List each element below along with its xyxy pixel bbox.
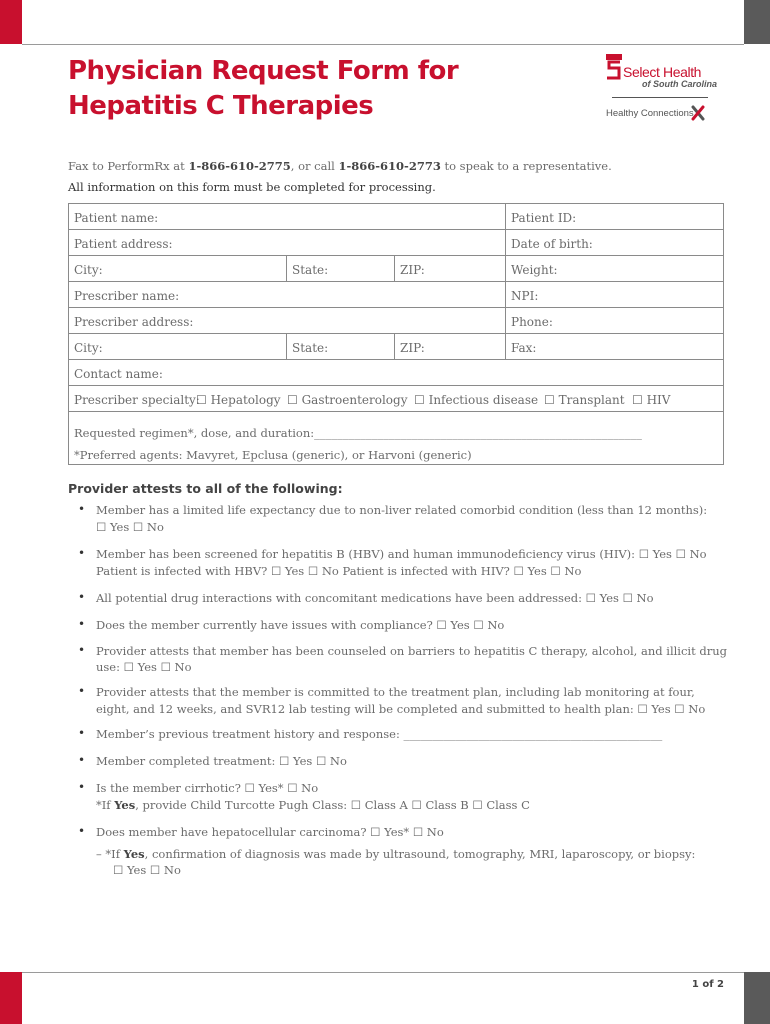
prescriber-zip-field[interactable]: ZIP: — [400, 341, 425, 355]
select-health-logo — [606, 52, 716, 124]
attest-item-life-expectancy: Member has a limited life expectancy due to non-liver related comorbid condition (less than 12 months): — [96, 503, 708, 517]
hcc-diagnosis-yes-no[interactable]: ☐ Yes ☐ No — [113, 863, 181, 877]
attest-item-hcc[interactable]: Does member have hepatocellular carcinoma? ☐ Yes* ☐ No — [96, 825, 444, 839]
logo-divider — [612, 97, 708, 98]
attest-item-cirrhotic[interactable]: Is the member cirrhotic? ☐ Yes* ☐ No — [96, 781, 319, 795]
prescriber-city-field[interactable]: City: — [74, 341, 103, 355]
bullet: • — [78, 502, 86, 516]
patient-city-field[interactable]: City: — [74, 263, 103, 277]
requested-regimen-field[interactable]: Requested regimen*, dose, and duration:_________________________________________________________ — [74, 426, 642, 440]
if-yes: Yes — [123, 847, 145, 861]
committed-yes-no[interactable]: eight, and 12 weeks, and SVR12 lab testing will be completed and submitted to health plan: ☐ Yes ☐ No — [96, 702, 706, 716]
form-row-divider — [69, 255, 723, 256]
preferred-agents-note: *Preferred agents: Mavyret, Epclusa (generic), or Harvoni (generic) — [74, 448, 472, 462]
prescriber-address-field[interactable]: Prescriber address: — [74, 315, 194, 329]
form-col-divider — [394, 255, 395, 281]
attest-item-compliance[interactable]: Does the member currently have issues with compliance? ☐ Yes ☐ No — [96, 618, 505, 632]
logo-brand-text: Select Health — [623, 64, 702, 80]
call-middle: , or call — [290, 159, 339, 173]
title-line-1: Physician Request Form for — [68, 56, 459, 86]
diagnosis-method-text: , confirmation of diagnosis was made by ultrasound, tomography, MRI, laparoscopy, or biopsy: — [144, 847, 696, 861]
red-edge-tab-top — [0, 0, 22, 44]
counseled-yes-no[interactable]: use: ☐ Yes ☐ No — [96, 660, 192, 674]
if-yes: Yes — [114, 798, 136, 812]
form-row-divider — [69, 411, 723, 412]
life-expectancy-yes-no[interactable]: ☐ Yes ☐ No — [96, 520, 164, 534]
prescriber-state-field[interactable]: State: — [292, 341, 329, 355]
page-title — [68, 54, 458, 124]
bullet: • — [78, 546, 86, 560]
patient-id-field[interactable]: Patient ID: — [511, 211, 577, 225]
specialty-hiv-checkbox[interactable]: ☐ HIV — [632, 393, 671, 407]
ctp-class-options[interactable]: , provide Child Turcotte Pugh Class: ☐ Class A ☐ Class B ☐ Class C — [135, 798, 530, 812]
attest-item-counseled: Provider attests that member has been counseled on barriers to hepatitis C therapy, alcohol, and illicit drug — [96, 644, 728, 658]
required-note: All information on this form must be completed for processing. — [68, 180, 436, 194]
attest-item-drug-interactions[interactable]: All potential drug interactions with concomitant medications have been addressed: ☐ Yes ☐ No — [96, 591, 654, 605]
npi-field[interactable]: NPI: — [511, 289, 539, 303]
fax-prefix: Fax to PerformRx at — [68, 159, 189, 173]
bullet: • — [78, 684, 86, 698]
select-health-mark-icon — [606, 54, 622, 80]
bullet: • — [78, 753, 86, 767]
gray-edge-tab-top — [744, 0, 770, 44]
bottom-rule — [22, 972, 744, 973]
red-edge-tab-bottom — [0, 972, 22, 1024]
fax-field[interactable]: Fax: — [511, 341, 537, 355]
form-row-divider — [69, 281, 723, 282]
contact-name-field[interactable]: Contact name: — [74, 367, 163, 381]
bullet: • — [78, 643, 86, 657]
bullet: • — [78, 726, 86, 740]
logo-program-text: Healthy Connections — [606, 108, 694, 119]
phone-field[interactable]: Phone: — [511, 315, 553, 329]
specialty-hepatology-checkbox[interactable]: ☐ Hepatology — [196, 393, 281, 407]
attest-heading: Provider attests to all of the following: — [68, 481, 343, 496]
form-row-divider — [69, 307, 723, 308]
weight-field[interactable]: Weight: — [511, 263, 558, 277]
form-row-divider — [69, 229, 723, 230]
attest-item-completed-treatment[interactable]: Member completed treatment: ☐ Yes ☐ No — [96, 754, 347, 768]
call-suffix: to speak to a representative. — [440, 159, 612, 173]
form-col-divider — [394, 333, 395, 359]
gray-edge-tab-bottom — [744, 972, 770, 1024]
form-row-divider — [69, 385, 723, 386]
specialty-infectious-disease-checkbox[interactable]: ☐ Infectious disease — [414, 393, 539, 407]
infected-hbv-hiv-yes-no[interactable]: Patient is infected with HBV? ☐ Yes ☐ No Patient is infected with HIV? ☐ Yes ☐ No — [96, 564, 582, 578]
logo-brand-subtext: of South Carolina — [642, 79, 717, 89]
title-line-2: Hepatitis C Therapies — [68, 91, 374, 121]
attest-item-screened-hbv-hiv[interactable]: Member has been screened for hepatitis B (HBV) and human immunodeficiency virus (HIV): ☐ Yes ☐ No — [96, 547, 707, 561]
dash-if-prefix: – *If — [96, 847, 124, 861]
patient-zip-field[interactable]: ZIP: — [400, 263, 425, 277]
attest-item-committed: Provider attests that the member is committed to the treatment plan, including lab monitoring at four, — [96, 685, 695, 699]
hcc-diagnosis-confirmation — [96, 846, 695, 863]
fax-number: 1-866-610-2775 — [188, 159, 291, 173]
page-number: 1 of 2 — [691, 979, 724, 990]
form-col-divider — [286, 255, 287, 281]
specialty-gastroenterology-checkbox[interactable]: ☐ Gastroenterology — [287, 393, 408, 407]
previous-treatment-field[interactable]: Member’s previous treatment history and response: _____________________________________________ — [96, 727, 663, 741]
bullet: • — [78, 824, 86, 838]
bullet: • — [78, 590, 86, 604]
bullet: • — [78, 780, 86, 794]
form-row-divider — [69, 333, 723, 334]
prescriber-name-field[interactable]: Prescriber name: — [74, 289, 180, 303]
if-prefix: *If — [96, 798, 115, 812]
patient-state-field[interactable]: State: — [292, 263, 329, 277]
top-rule — [22, 44, 744, 45]
patient-prescriber-form — [68, 203, 724, 465]
child-turcotte-pugh-class[interactable] — [96, 797, 530, 814]
specialty-transplant-checkbox[interactable]: ☐ Transplant — [544, 393, 625, 407]
patient-address-field[interactable]: Patient address: — [74, 237, 173, 251]
call-number: 1-866-610-2773 — [338, 159, 441, 173]
specialty-label: Prescriber specialty: — [74, 393, 200, 407]
patient-name-field[interactable]: Patient name: — [74, 211, 159, 225]
healthy-connections-icon — [691, 105, 705, 121]
form-col-divider — [505, 204, 506, 359]
fax-instructions — [68, 159, 612, 173]
bullet: • — [78, 617, 86, 631]
form-col-divider — [286, 333, 287, 359]
date-of-birth-field[interactable]: Date of birth: — [511, 237, 593, 251]
form-row-divider — [69, 359, 723, 360]
